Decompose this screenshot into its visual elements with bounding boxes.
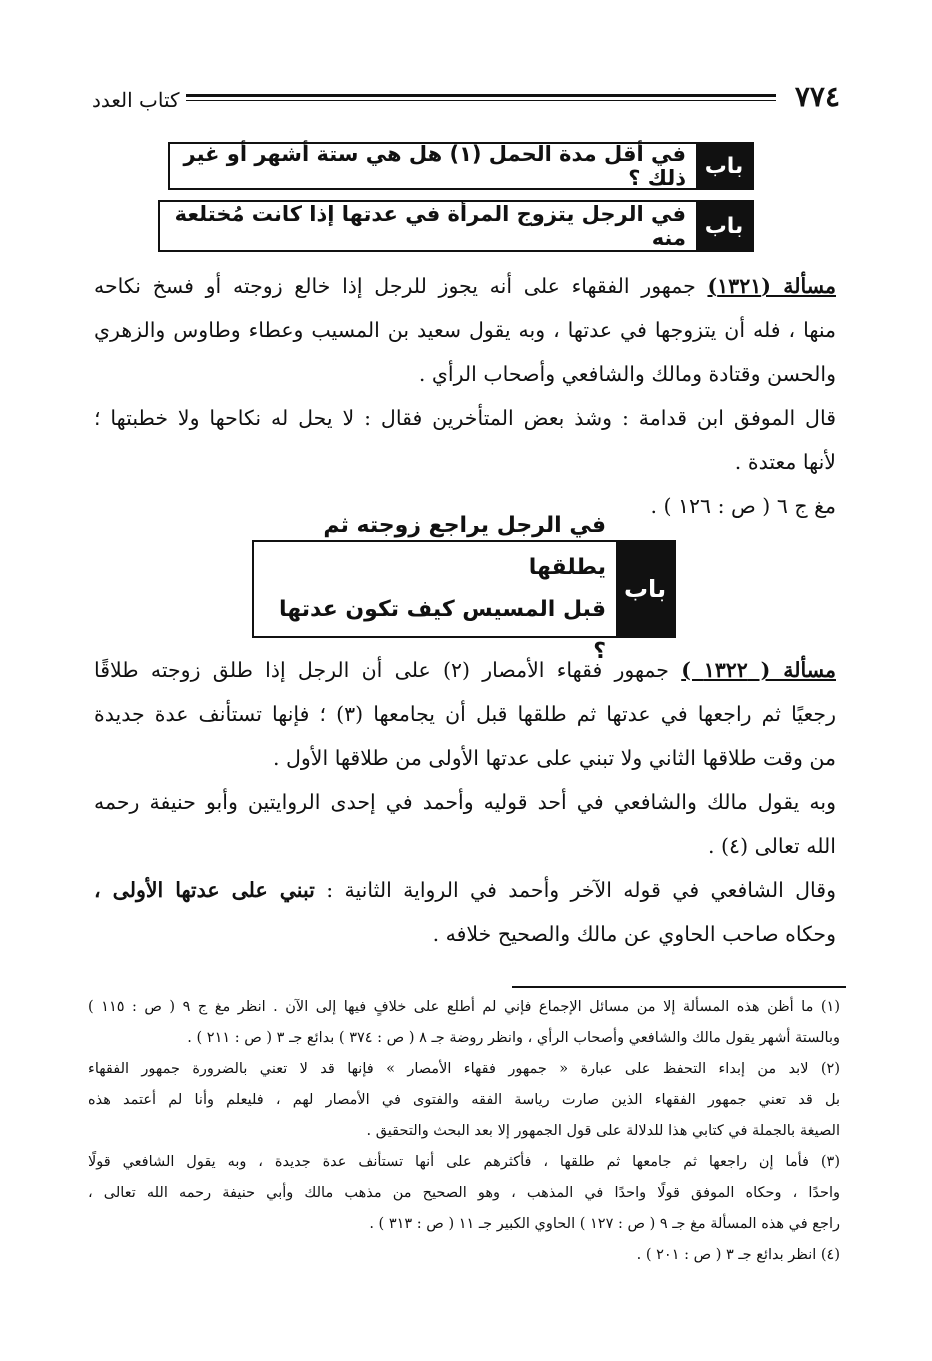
- paragraph-masala-1321: [94, 264, 836, 396]
- header-rule: [186, 94, 776, 97]
- paragraph-line: من وقت طلاقها الثاني ولا تبني على عدتها الأولى من طلاقها الأول .: [272, 746, 836, 770]
- chapter-heading-2: [158, 200, 754, 252]
- paragraph-line: رجعيًا ثم راجعها في عدتها ثم طلقها قبل أن يجامعها (٣) ؛ فإنها تستأنف عدة جديدة: [94, 702, 836, 726]
- paragraph-line: منها ، فله أن يتزوجها في عدتها ، وبه يقول سعيد بن المسيب وعطاء وطاوس والزهري: [94, 318, 836, 342]
- chapter-title: [254, 513, 616, 664]
- chapter-heading-3: [252, 513, 676, 664]
- paragraph-line: وحكاه صاحب الحاوي عن مالك والصحيح خلافه .: [432, 922, 836, 946]
- page-number: ٧٧٤: [794, 80, 840, 113]
- footnote-line: (٢) لابد من إبداء التحفظ على عبارة « جمهور فقهاء الأمصار » فإنها قد لا تعني بالضرورة جمهور الفقهاء: [88, 1061, 840, 1077]
- footnote-line: وبالستة أشهر يقول مالك والشافعي وأصحاب الرأي ، وانظر روضة جـ ٨ ( ص : ٣٧٤ ) بدائع جـ ٣ ( ص : ٢١١ ) .: [187, 1030, 840, 1046]
- footnote-line: واحدًا ، وحكاه الموفق قولًا واحدًا في المذهب ، وهو الصحيح من مذهب مالك وأبي حنيفة رحمه الله تعالى ،: [88, 1185, 840, 1201]
- paragraph-text: جمهور الفقهاء على أنه يجوز للرجل إذا خالع زوجته أو فسخ نكاحه: [94, 274, 708, 298]
- chapter-tag: باب: [616, 542, 674, 636]
- paragraph-second-opinion: [94, 868, 836, 956]
- book-title: كتاب العدد: [92, 88, 180, 112]
- footnote-line: (١) ما أظن هذه المسألة إلا من مسائل الإجماع فإني لم أطلع على خلافٍ فيها إلى الآن . انظر مغ ج ٩ ( ص : ١١٥ ): [88, 999, 840, 1015]
- paragraph-text: جمهور فقهاء الأمصار (٢) على أن الرجل إذا طلق زوجته طلاقًا: [94, 658, 682, 682]
- paragraph-supporters: [94, 780, 836, 868]
- paragraph-line: والحسن وقتادة ومالك والشافعي وأصحاب الرأي .: [418, 362, 836, 386]
- chapter-title: في الرجل يتزوج المرأة في عدتها إذا كانت مُختلعة منه: [174, 202, 686, 250]
- chapter-title: في أقل مدة الحمل (١) هل هي ستة أشهر أو غير ذلك ؟: [183, 142, 686, 190]
- paragraph-text: وقال الشافعي في قوله الآخر وأحمد في الرواية الثانية :: [314, 878, 836, 902]
- paragraph-line: لأنها معتدة .: [734, 450, 836, 474]
- footnote-line: بل قد تعني جمهور الفقهاء الذين صارت رياسة الفقه والفتوى في الأمصار لهم ، فليعلم وأنا لم أعتمد هذه: [88, 1092, 840, 1108]
- chapter-title-line: قبل المسيس كيف تكون عدتها ؟: [278, 597, 606, 664]
- paragraph-line: قال الموفق ابن قدامة : وشذ بعض المتأخرين فقال : لا يحل له نكاحها ولا خطبتها ؛: [94, 406, 836, 430]
- chapter-tag: باب: [696, 202, 752, 250]
- chapter-heading-1: [168, 142, 754, 190]
- footnote-line: (٤) انظر بدائع جـ ٣ ( ص : ٢٠١ ) .: [636, 1247, 840, 1263]
- footnote-line: (٣) فأما إن راجعها ثم جامعها ثم طلقها ، فأكثرهم على أنها تستأنف عدة جديدة ، وبه يقول الشافعي قولًا: [88, 1154, 840, 1170]
- footnotes: [88, 992, 840, 1271]
- footnote-line: الصيغة بالجملة في كتابي هذا للدلالة على قول الجمهور إلا بعد البحث والتحقيق .: [366, 1123, 840, 1139]
- paragraph-masala-1322: [94, 648, 836, 780]
- paragraph-bold-text: تبني على عدتها الأولى ،: [94, 878, 315, 902]
- paragraph-ibn-qudama: [94, 396, 836, 484]
- paragraph-line: الله تعالى (٤) .: [708, 834, 836, 858]
- paragraph-line: وبه يقول مالك والشافعي في أحد قوليه وأحمد في إحدى الروايتين وأبو حنيفة رحمه: [94, 790, 836, 814]
- paragraph-line: مغ ج ٦ ( ص : ١٢٦ ) .: [650, 494, 836, 518]
- masala-label: مسألة ( ١٣٢٢ ): [681, 658, 836, 682]
- footnote-line: راجع في هذه المسألة مغ جـ ٩ ( ص : ١٢٧ ) الحاوي الكبير جـ ١١ ( ص : ٣١٣ ) .: [369, 1216, 840, 1232]
- chapter-title-line: في الرجل يراجع زوجته ثم يطلقها: [323, 513, 606, 580]
- masala-label: مسألة (١٣٢١): [707, 274, 836, 298]
- footnote-separator: [512, 986, 846, 988]
- chapter-tag: باب: [696, 144, 752, 188]
